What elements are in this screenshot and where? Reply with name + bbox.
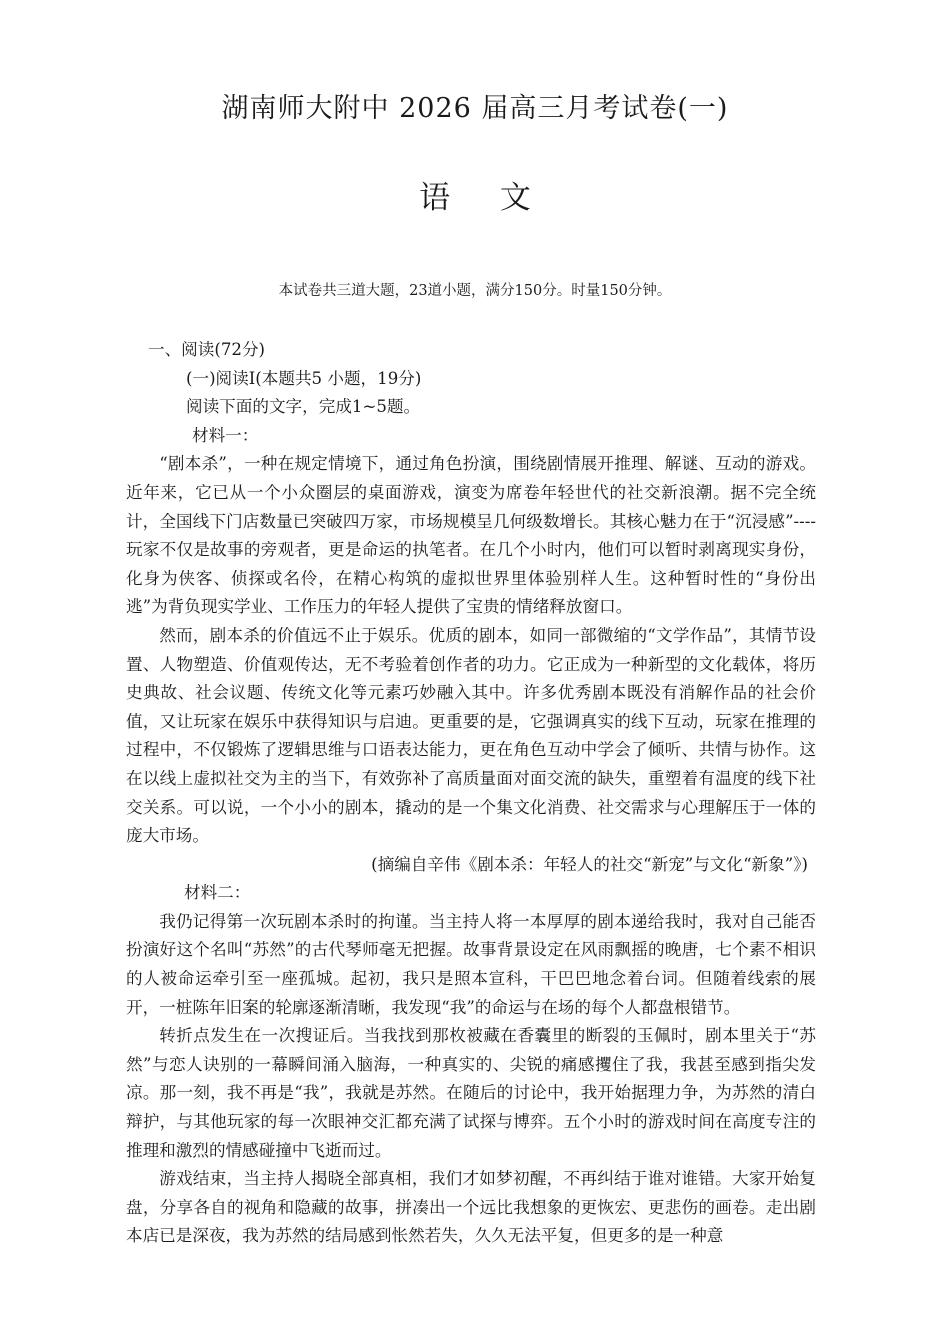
reading-content [126, 336, 816, 1251]
material-two-label: 材料二： [184, 883, 251, 903]
material-two-paragraph: 转折点发生在一次搜证后。当我找到那枚被藏在香囊里的断裂的玉佩时，剧本里关于“苏然”与恋人诀别的一幕瞬间涌入脑海，一种真实的、尖锐的痛感攫住了我，我甚至感到指尖发凉。那一刻，我不再是“我”，我就是苏然。在随后的讨论中，我开始据理力争，为苏然的清白辩护，与其他玩家的每一次眼神交汇都充满了试探与博弈。五个小时的游戏时间在高度专注的推理和激烈的情感碰撞中飞逝而过。 [126, 1026, 816, 1160]
exam-title: 湖南师大附中 2026 届高三月考试卷(一) [221, 93, 729, 124]
reading-instruction: 阅读下面的文字，完成1~5题。 [186, 397, 421, 417]
subject-title: 语 文 [419, 180, 551, 216]
material-one-source: (摘编自辛伟《剧本杀：年轻人的社交“新宠”与文化“新象”》) [371, 854, 808, 874]
material-one-paragraph: “剧本杀”，一种在规定情境下，通过角色扮演，围绕剧情展开推理、解谜、互动的游戏。近年来，它已从一个小众圈层的桌面游戏，演变为席卷年轻世代的社交新浪潮。据不完全统计，全国线下门店数量已突破四万家，市场规模呈几何级数增长。其核心魅力在于“沉浸感”----玩家不仅是故事的旁观者，更是命运的执笔者。在几个小时内，他们可以暂时剥离现实身份，化身为侠客、侦探或名伶，在精心构筑的虚拟世界里体验别样人生。这种暂时性的“身份出逃”为背负现实学业、工作压力的年轻人提供了宝贵的情绪释放窗口。 [126, 454, 816, 617]
material-one-label: 材料一： [192, 425, 259, 445]
exam-intro: 本试卷共三道大题，23道小题，满分150分。时量150分钟。 [278, 283, 672, 299]
material-two-paragraph: 游戏结束，当主持人揭晓全部真相，我们才如梦初醒，不再纠结于谁对谁错。大家开始复盘，分享各自的视角和隐藏的故事，拼凑出一个远比我想象的更恢宏、更悲伤的画卷。走出剧本店已是深夜，我为苏然的结局感到怅然若失，久久无法平复，但更多的是一种意 [126, 1169, 816, 1246]
section-heading: 一、阅读(72分) [148, 340, 266, 359]
subsection-heading: (一)阅读Ⅰ(本题共5 小题，19分) [186, 368, 422, 388]
material-two-paragraph: 我仍记得第一次玩剧本杀时的拘谨。当主持人将一本厚厚的剧本递给我时，我对自己能否扮演好这个名叫“苏然”的古代琴师毫无把握。故事背景设定在风雨飘摇的晚唐，七个素不相识的人被命运牵引至一座孤城。起初，我只是照本宣科，干巴巴地念着台词。但随着线索的展开，一桩陈年旧案的轮廓逐渐清晰，我发现“我”的命运与在场的每个人都盘根错节。 [126, 911, 816, 1017]
material-one-paragraph: 然而，剧本杀的价值远不止于娱乐。优质的剧本，如同一部微缩的“文学作品”，其情节设置、人物塑造、价值观传达，无不考验着创作者的功力。它正成为一种新型的文化载体，将历史典故、社会议题、传统文化等元素巧妙融入其中。许多优秀剧本既没有消解作品的社会价值，又让玩家在娱乐中获得知识与启迪。更重要的是，它强调真实的线下互动，玩家在推理的过程中，不仅锻炼了逻辑思维与口语表达能力，更在角色互动中学会了倾听、共情与协作。这在以线上虚拟社交为主的当下，有效弥补了高质量面对面交流的缺失，重塑着有温度的线下社交关系。可以说，一个小小的剧本，撬动的是一个集文化消费、社交需求与心理解压于一体的庞大市场。 [126, 625, 816, 846]
